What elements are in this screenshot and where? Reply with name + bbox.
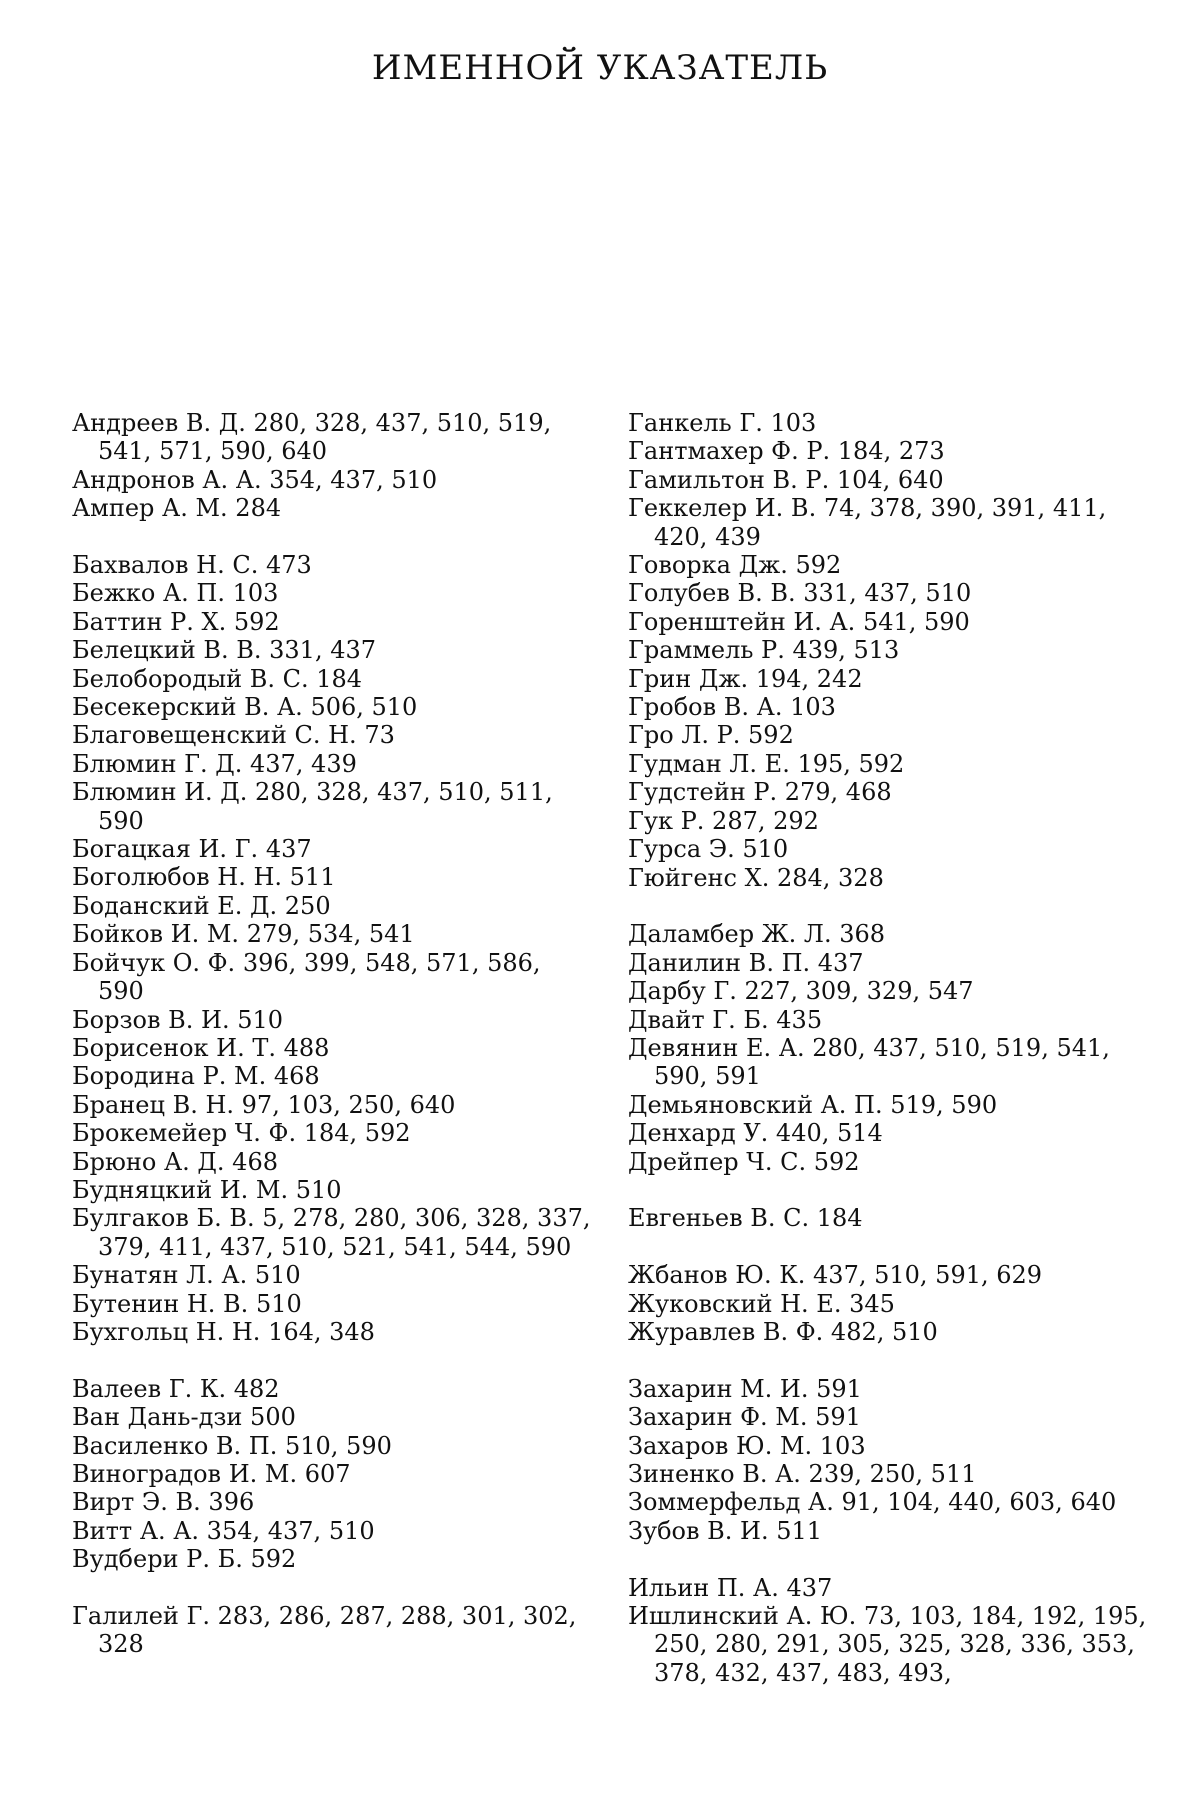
index-entry: Журавлев В. Ф. 482, 510 [628,1317,938,1346]
index-entry: Ильин П. А. 437 [628,1573,833,1602]
index-entry: Бахвалов Н. С. 473 [72,551,312,580]
index-entry: Демьяновский А. П. 519, 590 [628,1090,998,1119]
index-entry: Геккелер И. В. 74, 378, 390, 391, 411, 420, 439 [628,494,1107,551]
index-entry: Горенштейн И. А. 541, 590 [628,607,970,636]
index-entry: Булгаков Б. В. 5, 278, 280, 306, 328, 337, 379, 411, 437, 510, 521, 541, 544, 590 [72,1204,591,1261]
index-entry: Захаров Ю. М. 103 [628,1431,866,1460]
letter-group-gap [72,523,592,551]
index-entry: Боданский Е. Д. 250 [72,891,331,920]
letter-group-gap [72,1346,592,1374]
letter-group-gap [628,1233,1148,1261]
index-entry: Гурса Э. 510 [628,835,789,864]
index-entry: Борисенок И. Т. 488 [72,1033,330,1062]
index-entry: Гробов В. А. 103 [628,693,836,722]
index-entry: Даламбер Ж. Л. 368 [628,920,886,949]
index-entry: Гудман Л. Е. 195, 592 [628,749,905,778]
index-entry: Ампер А. М. 284 [72,494,282,523]
index-entry: Блюмин Г. Д. 437, 439 [72,749,357,778]
index-entry: Андреев В. Д. 280, 328, 437, 510, 519, 541, 571, 590, 640 [72,409,552,466]
index-entry: Захарин Ф. М. 591 [628,1403,861,1432]
index-entry: Бутенин Н. В. 510 [72,1289,302,1318]
page-title: ИМЕННОЙ УКАЗАТЕЛЬ [371,48,829,88]
index-entry: Гюйгенс Х. 284, 328 [628,863,884,892]
letter-group-gap [72,1574,592,1602]
index-entry: Голубев В. В. 331, 437, 510 [628,579,972,608]
index-entry: Вирт Э. В. 396 [72,1488,255,1517]
letter-group-gap [628,1346,1148,1374]
index-entry: Бойков И. М. 279, 534, 541 [72,920,415,949]
index-entry: Гро Л. Р. 592 [628,721,794,750]
index-entry: Данилин В. П. 437 [628,948,864,977]
index-entry: Белецкий В. В. 331, 437 [72,636,377,665]
index-entry: Гамильтон В. Р. 104, 640 [628,465,944,494]
index-entry: Благовещенский С. Н. 73 [72,721,395,750]
letter-group-gap [628,1545,1148,1573]
index-entry: Зоммерфельд А. 91, 104, 440, 603, 640 [628,1488,1117,1517]
index-entry: Зиненко В. А. 239, 250, 511 [628,1459,977,1488]
index-entry: Валеев Г. К. 482 [72,1374,280,1403]
index-entry: Жуковский Н. Е. 345 [628,1289,895,1318]
index-entry: Вудбери Р. Б. 592 [72,1545,297,1574]
index-entry: Ишлинский А. Ю. 73, 103, 184, 192, 195, 250, 280, 291, 305, 325, 328, 336, 353, 378, 432, 437, 483, 493, [628,1601,1147,1687]
index-entry: Двайт Г. Б. 435 [628,1005,823,1034]
index-entry: Зубов В. И. 511 [628,1516,823,1545]
index-entry: Бранец В. Н. 97, 103, 250, 640 [72,1090,456,1119]
index-entry: Ван Дань-дзи 500 [72,1403,296,1432]
index-entry: Бородина Р. М. 468 [72,1062,320,1091]
index-entry: Витт А. А. 354, 437, 510 [72,1516,375,1545]
index-entry: Бесекерский В. А. 506, 510 [72,693,418,722]
index-entry: Бежко А. П. 103 [72,579,279,608]
index-entry: Девянин Е. А. 280, 437, 510, 519, 541, 590, 591 [628,1033,1110,1091]
index-entry: Василенко В. П. 510, 590 [72,1431,392,1460]
index-entry: Андронов А. А. 354, 437, 510 [72,465,438,494]
index-entry: Говорка Дж. 592 [628,551,842,580]
index-entry: Ганкель Г. 103 [628,409,817,437]
index-entry: Евгеньев В. С. 184 [628,1204,863,1233]
index-column-left [72,409,592,1659]
index-entry: Брюно А. Д. 468 [72,1147,278,1176]
index-entry: Гантмахер Ф. Р. 184, 273 [628,437,945,466]
index-entry: Богацкая И. Г. 437 [72,835,312,864]
index-entry: Брокемейер Ч. Ф. 184, 592 [72,1119,411,1148]
index-column-right [628,409,1148,1687]
letter-group-gap [628,1176,1148,1204]
index-entry: Белобородый В. С. 184 [72,664,363,693]
index-entry: Блюмин И. Д. 280, 328, 437, 510, 511, 590 [72,778,553,835]
index-entry: Бунатян Л. А. 510 [72,1261,301,1290]
index-entry: Галилей Г. 283, 286, 287, 288, 301, 302, 328 [72,1602,577,1659]
index-entry: Виноградов И. М. 607 [72,1460,351,1488]
index-entry: Бойчук О. Ф. 396, 399, 548, 571, 586, 590 [72,948,541,1006]
index-entry: Боголюбов Н. Н. 511 [72,863,336,892]
index-entry: Жбанов Ю. К. 437, 510, 591, 629 [628,1261,1043,1290]
index-entry: Дарбу Г. 227, 309, 329, 547 [628,977,974,1006]
index-entry: Гудстейн Р. 279, 468 [628,778,892,807]
index-entry: Борзов В. И. 510 [72,1005,284,1034]
index-entry: Гук Р. 287, 292 [628,806,819,835]
letter-group-gap [628,892,1148,920]
index-entry: Дрейпер Ч. С. 592 [628,1147,860,1176]
index-entry: Захарин М. И. 591 [628,1374,862,1403]
index-entry: Баттин Р. Х. 592 [72,607,280,636]
index-entry: Бухгольц Н. Н. 164, 348 [72,1317,375,1346]
index-entry: Будняцкий И. М. 510 [72,1175,342,1204]
index-entry: Денхард У. 440, 514 [628,1119,883,1148]
index-entry: Граммель Р. 439, 513 [628,636,900,665]
index-entry: Грин Дж. 194, 242 [628,664,863,693]
